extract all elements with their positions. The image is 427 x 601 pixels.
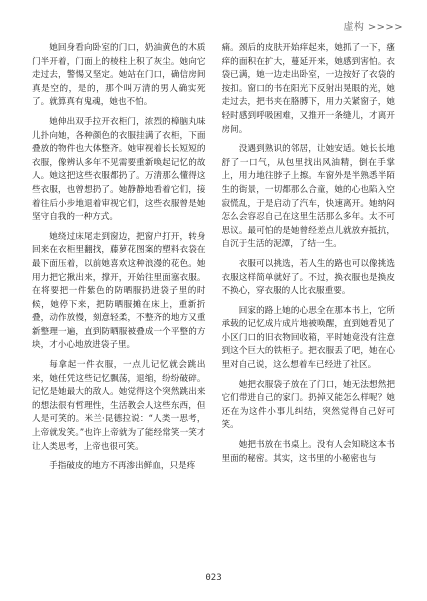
paragraph: 她回身看向卧室的门口，奶油黄色的木质门半开着，门面上的棱柱上积了灰尘。她向它走过去，警惕又坚定。她站在门口，确信房间真是空的，是的，那个叫万清的男人确实死了。就算真有鬼魂，她也不怕。 [32,43,206,108]
paragraph: 她伸出双手拉开衣柜门，浓烈的樟脑丸味儿扑向她，各种颜色的衣服挂满了衣柜，下面叠放的物件也大体整齐。她审视着长长短短的衣服，像辨认多年不见需要重新唤起记忆的故人。她这把这些衣服都扔了。万清那么懂得这些衣服，也曾想扔了。她静静地看着它们，接着往后小步地退着审视它们，这些衣服曾是她坚守自我的一种方式。 [32,116,206,223]
article-body [32,42,395,570]
paragraph: 手指破皮的地方不再渗出鲜血，只是疼 [49,461,196,472]
paragraph: 痛。颈后的皮肤开始痒起来，她抓了一下，瘙痒的面积在扩大，蔓延开来，她感到害怕。衣袋已满，她一边走出卧室，一边按好了衣袋的按扣。窗口的书在阳光下反射出晃眼的光，她走过去，把书夹在胳膊下，用力关紧窗子，她轻时感到呼吸困难，又推开一条缝儿，才离开房间。 [221,43,395,135]
paragraph: 每拿起一件衣服，一点儿记忆就会跳出来，她任凭这些记忆飘荡，退缩，纷纷破碎。记忆是她最大的敌人。她觉得这个突然跳出来的想法很有哲理性，生活教会人这些东西，但人是可笑的。米兰·昆德拉说：“人类一思考，上帝就发笑。”也许上帝就为了能经常笑一笑才让人类思考，上帝也很可笑。 [32,360,206,452]
page-number: 023 [205,573,222,583]
section-header-tag: 虚构 >>>> [343,22,403,33]
left-column [32,42,206,570]
right-column [222,42,396,570]
paragraph: 她绕过床尾走到窗边，把窗户打开，转身回来在衣柜里翻找，藤萝花图案的塑料衣袋在最下面压着，以前她喜欢这种浪漫的花色。她用力把它揪出来，撑开，开始往里面塞衣服。在将要把一件紫色的防晒服扔进袋子里的时候，她停下来，把防晒服摊在床上，重新折叠，动作放慢，刻意轻柔，不整齐的地方又重新整理一遍，直到防晒服被叠成一个平整的方块，才小心地放进袋子里。 [32,231,206,351]
paragraph: 她把衣服袋子放在了门口，她无法想然把它们带进自己的家门。扔掉又能怎么样呢？她还在为这件小事儿纠结，突然觉得自己好可笑。 [221,379,395,431]
paragraph: 衣服可以挑选，若人生的路也可以像挑选衣服这样简单就好了。不过，换衣服也是换皮不换心，穿衣服的人比衣服重要。 [221,258,395,297]
paragraph: 她把书放在书桌上。没有人会知晓这本书里面的秘密。其实，这书里的小秘密也与 [221,440,395,464]
paragraph: 回家的路上她的心思全在那本书上，它所承载的记忆成片成片地被唤醒，直到她看见了小区门口的旧衣物回收箱，平时她竟没有注意到这个巨大的铁柜子。把衣服丢了吧，她在心里对自己说，这么想着车已经进了社区。 [221,305,395,371]
paragraph: 没遇到熟识的邻居，让她安适。她长长地舒了一口气，从包里找出风油精，倒在手掌上，用力地往脖子上擦。车窗外是半熟悉半陌生的街景，一切都那么合童，她的心也陷入空寂慌乱，于是启动了汽车，快速离开。她纳闷怎么会容忍自己在这里生活那么多年。太不可思议。最可怕的是她曾经差点儿就放弃抵抗，自沉于生活的泥潭，了结一生。 [221,144,395,250]
